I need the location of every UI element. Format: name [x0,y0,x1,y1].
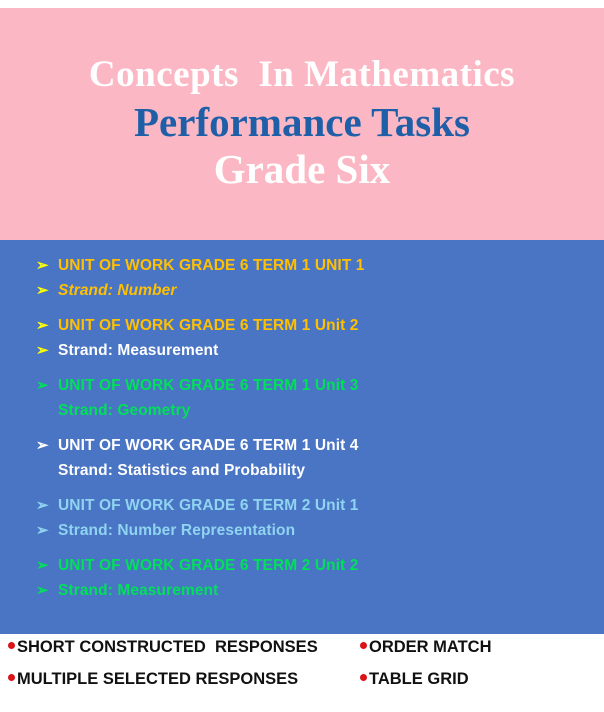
unit-title: UNIT OF WORK GRADE 6 TERM 1 UNIT 1 [58,257,365,274]
red-dot-icon [8,642,15,649]
list-item [0,256,604,306]
task-type-list [0,634,604,712]
unit-title: UNIT OF WORK GRADE 6 TERM 1 Unit 3 [58,377,359,394]
list-item [0,496,604,546]
unit-list [0,240,604,634]
arrow-bullet-icon: ➢ [36,522,49,539]
task-type-label: ORDER MATCH [369,638,492,656]
page-title-line1: Concepts In Mathematics [88,54,516,95]
unit-row [0,436,604,461]
list-item [0,316,604,366]
unit-title: UNIT OF WORK GRADE 6 TERM 1 Unit 2 [58,317,359,334]
list-item [0,556,604,606]
arrow-bullet-icon: ➢ [36,497,49,514]
arrow-bullet-icon: ➢ [36,317,49,334]
task-type-item [8,638,352,657]
arrow-bullet-icon: ➢ [36,377,49,394]
unit-row [0,556,604,581]
red-dot-icon [360,674,367,681]
page-title-line2: Performance Tasks [134,98,470,145]
unit-row [0,256,604,281]
list-item [0,436,604,486]
unit-title: UNIT OF WORK GRADE 6 TERM 1 Unit 4 [58,437,359,454]
list-item [0,376,604,426]
task-type-item [360,638,604,657]
arrow-bullet-icon: ➢ [36,437,49,454]
arrow-bullet-icon: ➢ [36,557,49,574]
task-type-item [8,670,352,689]
strand-label: Strand: Number [58,282,177,299]
arrow-bullet-icon: ➢ [36,342,49,359]
strand-row [0,401,604,426]
unit-row [0,316,604,341]
red-dot-icon [360,642,367,649]
strand-row [0,521,604,546]
strand-label: Strand: Statistics and Probability [58,462,306,479]
task-type-row [0,670,604,702]
task-type-row [0,638,604,670]
strand-row [0,461,604,486]
strand-row [0,341,604,366]
task-type-label: MULTIPLE SELECTED RESPONSES [17,670,299,688]
unit-title: UNIT OF WORK GRADE 6 TERM 2 Unit 2 [58,557,359,574]
task-type-label: TABLE GRID [369,670,469,688]
strand-label: Strand: Measurement [58,582,219,599]
arrow-bullet-icon: ➢ [36,257,49,274]
task-type-item [360,670,604,689]
strand-row [0,581,604,606]
strand-label: Strand: Measurement [58,342,219,359]
arrow-bullet-icon: ➢ [36,282,49,299]
unit-row [0,496,604,521]
arrow-bullet-icon: ➢ [36,582,49,599]
poster-header [0,8,604,240]
task-type-label: SHORT CONSTRUCTED RESPONSES [17,638,318,656]
strand-label: Strand: Number Representation [58,522,296,539]
page-title-line3: Grade Six [213,145,391,192]
strand-row [0,281,604,306]
unit-title: UNIT OF WORK GRADE 6 TERM 2 Unit 1 [58,497,359,514]
red-dot-icon [8,674,15,681]
strand-label: Strand: Geometry [58,402,191,419]
unit-row [0,376,604,401]
